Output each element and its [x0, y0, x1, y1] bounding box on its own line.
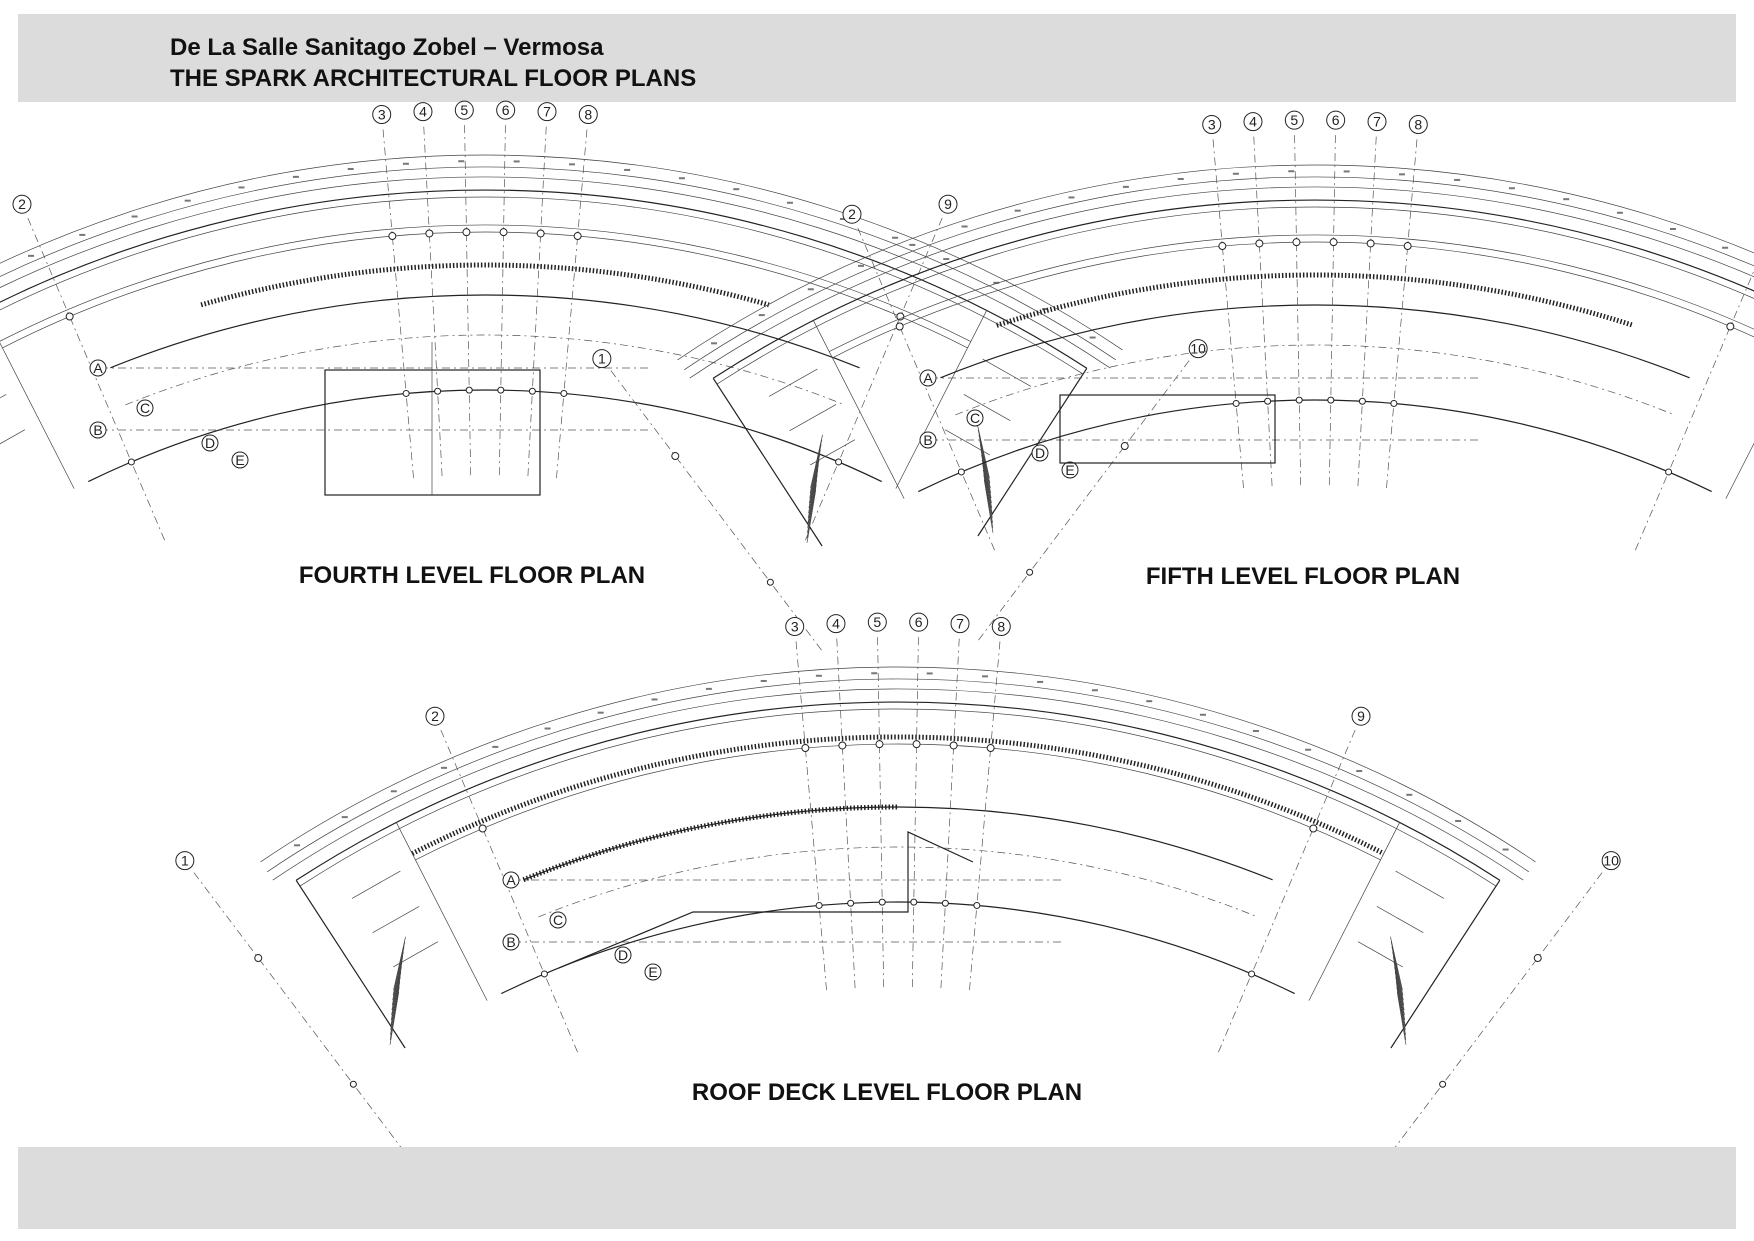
dimension-tick: [391, 790, 397, 792]
grid-line: [1295, 135, 1301, 485]
grid-bubble-label: 10: [1603, 852, 1619, 869]
grid-bubble-label: 10: [1190, 340, 1206, 357]
dimension-tick: [1563, 198, 1569, 200]
dimension-tick: [294, 844, 300, 846]
grid-bubble-label: 8: [997, 618, 1006, 635]
grid-bubble-label: 5: [873, 614, 882, 631]
roof-deck-level-floor-plan-title: ROOF DECK LEVEL FLOOR PLAN: [691, 1079, 1083, 1106]
dimension-tick: [651, 698, 657, 700]
dimension-tick: [403, 163, 409, 165]
stair-tread: [391, 967, 401, 1020]
dimension-tick: [1503, 849, 1509, 851]
stair-tread: [392, 962, 403, 1015]
grid-bubble-label: 2: [848, 206, 856, 223]
roof-parapet: [523, 807, 898, 880]
dimension-tick: [871, 672, 877, 674]
corridor-arc-inner: [415, 744, 1380, 860]
grid-line: [1218, 730, 1355, 1052]
dimension-tick: [1454, 179, 1460, 181]
grid-line: [499, 125, 505, 475]
inner-wall-arc: [523, 807, 1272, 880]
grid-bubble-label: 2: [18, 196, 26, 213]
grid-bubble-label: C: [552, 912, 564, 928]
dimension-tick: [982, 675, 988, 677]
column: [1391, 400, 1397, 406]
inner-dashed-arc: [955, 345, 1674, 415]
dimension-tick: [1399, 173, 1405, 175]
dimension-tick: [733, 188, 739, 190]
dimension-tick: [1722, 247, 1728, 249]
dimension-tick: [492, 746, 498, 748]
sheet-title: THE SPARK ARCHITECTURAL FLOOR PLANS: [170, 65, 697, 92]
dimension-tick: [679, 177, 685, 179]
column: [466, 387, 472, 393]
column: [1359, 398, 1365, 404]
column: [974, 902, 980, 908]
room-partition: [1358, 942, 1403, 967]
dimension-tick: [624, 169, 630, 171]
grid-bubble-label: E: [1065, 462, 1075, 478]
dimension-tick: [858, 265, 864, 267]
corridor-arc: [829, 235, 1754, 352]
grid-line: [556, 129, 587, 478]
grid-line: [194, 873, 405, 1153]
column: [1027, 569, 1033, 575]
dimension-tick: [458, 160, 464, 162]
column: [463, 229, 470, 236]
wing-side-wall: [296, 880, 405, 1048]
column: [942, 900, 948, 906]
grid-bubble-label: 1: [597, 350, 606, 367]
dimension-tick: [569, 163, 575, 165]
dimension-tick: [1509, 187, 1515, 189]
dimension-tick: [79, 234, 85, 236]
column: [802, 745, 809, 752]
room-partition: [0, 394, 6, 420]
theater-block: [325, 370, 540, 495]
grid-bubble-label: 3: [1207, 116, 1216, 133]
dimension-tick: [909, 244, 915, 246]
grid-line: [878, 637, 884, 987]
column: [987, 745, 994, 752]
grid-bubble-label: 1: [180, 852, 189, 869]
dimension-tick: [1092, 689, 1098, 691]
column: [913, 741, 920, 748]
column: [537, 230, 544, 237]
room-partition: [393, 942, 438, 967]
fifth-level-floor-plan-drawing: [597, 112, 1710, 560]
grid-bubble-label: A: [506, 872, 516, 888]
grid-bubble-label: 6: [501, 102, 510, 119]
grid-line: [383, 129, 414, 478]
corridor-arc-inner: [832, 242, 1754, 358]
grid-line: [424, 127, 442, 477]
grid-bubble-label: C: [139, 400, 151, 416]
footer-band: [18, 1147, 1736, 1229]
grid-bubble-label: 6: [914, 614, 923, 631]
column: [1293, 239, 1300, 246]
column: [1367, 240, 1374, 247]
grid-line: [28, 218, 165, 540]
corridor-arc: [412, 737, 1384, 854]
grid-line: [1254, 137, 1272, 487]
grid-bubble-label: 4: [419, 103, 427, 120]
dimension-tick: [761, 680, 767, 682]
grid-bubble-label: B: [923, 432, 933, 448]
column: [403, 390, 409, 396]
dimension-tick: [598, 712, 604, 714]
grid-bubble-label: D: [617, 947, 629, 963]
grid-bubble-label: 4: [1249, 113, 1257, 130]
fourth-level-floor-plan-drawing: [18, 102, 1206, 550]
room-partition: [352, 871, 400, 898]
dimension-tick: [1305, 749, 1311, 751]
column: [1256, 240, 1263, 247]
column: [911, 899, 917, 905]
grid-line: [1391, 873, 1602, 1153]
grid-bubble-label: B: [93, 422, 103, 438]
grid-bubble-label: 3: [790, 618, 799, 635]
dimension-tick: [1406, 794, 1412, 796]
column: [896, 323, 903, 330]
dimension-tick: [293, 176, 299, 178]
dimension-tick: [892, 237, 898, 239]
dimension-tick: [787, 202, 793, 204]
grid-bubble-label: B: [506, 934, 516, 950]
grid-bubble-label: 9: [1357, 708, 1365, 725]
column: [500, 229, 507, 236]
outer-wall: [296, 702, 1500, 880]
grid-bubble-label: A: [93, 360, 103, 376]
grid-bubble-label: 4: [832, 615, 840, 632]
dimension-tick: [1617, 212, 1623, 214]
column: [479, 825, 486, 832]
dimension-tick: [238, 186, 244, 188]
dimension-tick: [185, 200, 191, 202]
room-partition: [1377, 906, 1423, 932]
column: [574, 233, 581, 240]
column: [529, 388, 535, 394]
room-partition: [0, 430, 25, 455]
dimension-tick: [132, 216, 138, 218]
dimension-tick: [514, 160, 520, 162]
grid-bubble-label: E: [648, 964, 658, 980]
grid-line: [941, 639, 959, 989]
column: [426, 230, 433, 237]
wing-inner-wall: [0, 310, 74, 488]
column: [1328, 397, 1334, 403]
dimension-tick: [759, 314, 765, 316]
dimension-tick: [816, 675, 822, 677]
dimension-tick: [342, 816, 348, 818]
wing-side-wall: [1391, 880, 1500, 1048]
dimension-arc: [273, 689, 1523, 880]
column: [1265, 398, 1271, 404]
grid-line: [465, 125, 471, 475]
dimension-tick: [1015, 210, 1021, 212]
grid-line: [796, 641, 827, 990]
column: [1440, 1081, 1446, 1087]
column: [879, 899, 885, 905]
column: [1534, 955, 1541, 962]
dimension-arc: [267, 679, 1529, 872]
column: [897, 313, 904, 320]
grid-bubble-label: 9: [944, 196, 952, 213]
column: [1249, 971, 1255, 977]
column: [1219, 243, 1226, 250]
dimension-tick: [1344, 170, 1350, 172]
plan-linework: [176, 613, 1620, 1152]
column: [350, 1081, 356, 1087]
grid-bubble-label: 5: [460, 102, 469, 119]
grid-bubble-label: C: [969, 410, 981, 426]
grid-line: [912, 637, 918, 987]
grid-line: [1329, 135, 1335, 485]
room-partition: [1396, 871, 1444, 898]
reading-block: [1060, 395, 1275, 463]
dimension-tick: [927, 672, 933, 674]
column: [1296, 397, 1302, 403]
project-name: De La Salle Sanitago Zobel – Vermosa: [170, 34, 604, 61]
column: [672, 453, 679, 460]
dimension-tick: [962, 226, 968, 228]
dimension-tick: [348, 168, 354, 170]
wing-inner-wall: [1726, 320, 1754, 498]
column: [561, 390, 567, 396]
grid-bubble-label: A: [923, 370, 933, 386]
grid-line: [1358, 137, 1376, 487]
column: [876, 741, 883, 748]
grid-bubble-label: 3: [377, 106, 386, 123]
dimension-tick: [1455, 820, 1461, 822]
dimension-tick: [1200, 714, 1206, 716]
dimension-tick: [706, 688, 712, 690]
grid-bubble-label: 8: [1414, 116, 1423, 133]
column: [836, 459, 842, 465]
grid-bubble-label: 7: [1373, 113, 1381, 130]
column: [848, 900, 854, 906]
grid-line: [969, 641, 1000, 990]
grid-bubble-label: E: [235, 452, 245, 468]
roof-deck-level-floor-plan-drawing: [180, 614, 1619, 1062]
inner-wall-arc: [940, 305, 1689, 378]
room-partition: [373, 906, 419, 932]
column: [1330, 239, 1337, 246]
column: [498, 387, 504, 393]
column: [950, 742, 957, 749]
column: [541, 971, 547, 977]
stair-tread: [1394, 962, 1405, 1015]
dimension-tick: [1037, 681, 1043, 683]
dimension-tick: [1146, 700, 1152, 702]
dimension-tick: [1233, 173, 1239, 175]
column: [767, 579, 773, 585]
grid-bubble-label: 8: [584, 106, 593, 123]
column: [128, 459, 134, 465]
grid-bubble-label: 5: [1290, 112, 1299, 129]
grid-line: [441, 730, 578, 1052]
dimension-tick: [441, 767, 447, 769]
dimension-tick: [1288, 170, 1294, 172]
column: [1666, 469, 1672, 475]
column: [1233, 400, 1239, 406]
curved-screen: [201, 265, 769, 305]
grid-bubble-label: 7: [956, 615, 964, 632]
dimension-tick: [1068, 196, 1074, 198]
column: [435, 388, 441, 394]
column: [1727, 323, 1734, 330]
grid-line: [1213, 139, 1244, 488]
grid-bubble-label: D: [1034, 445, 1046, 461]
column: [839, 742, 846, 749]
dimension-tick: [1178, 178, 1184, 180]
dimension-tick: [1253, 730, 1259, 732]
fourth-level-floor-plan-title: FOURTH LEVEL FLOOR PLAN: [298, 562, 646, 589]
grid-bubble-label: 7: [543, 103, 551, 120]
dimension-tick: [711, 342, 717, 344]
column: [1310, 825, 1317, 832]
grid-line: [528, 127, 546, 477]
dimension-tick: [808, 288, 814, 290]
grid-line: [837, 639, 855, 989]
stair-tread: [1395, 967, 1405, 1020]
grid-line: [1386, 139, 1417, 488]
dimension-tick: [1123, 186, 1129, 188]
column: [1404, 243, 1411, 250]
inner-dashed-arc: [538, 847, 1257, 917]
grid-line: [1635, 228, 1754, 550]
dimension-tick: [545, 728, 551, 730]
grid-bubble-label: 6: [1331, 112, 1340, 129]
column: [816, 902, 822, 908]
grid-bubble-label: D: [204, 435, 216, 451]
dimension-tick: [28, 255, 34, 257]
fifth-level-floor-plan-title: FIFTH LEVEL FLOOR PLAN: [1145, 563, 1461, 590]
corridor-arc: [0, 225, 971, 342]
column: [255, 955, 262, 962]
column: [389, 233, 396, 240]
dimension-tick: [1670, 228, 1676, 230]
column: [958, 469, 964, 475]
grid-bubble-label: 2: [431, 708, 439, 725]
column: [66, 313, 73, 320]
curved-screen: [997, 275, 1634, 325]
dimension-tick: [1356, 770, 1362, 772]
